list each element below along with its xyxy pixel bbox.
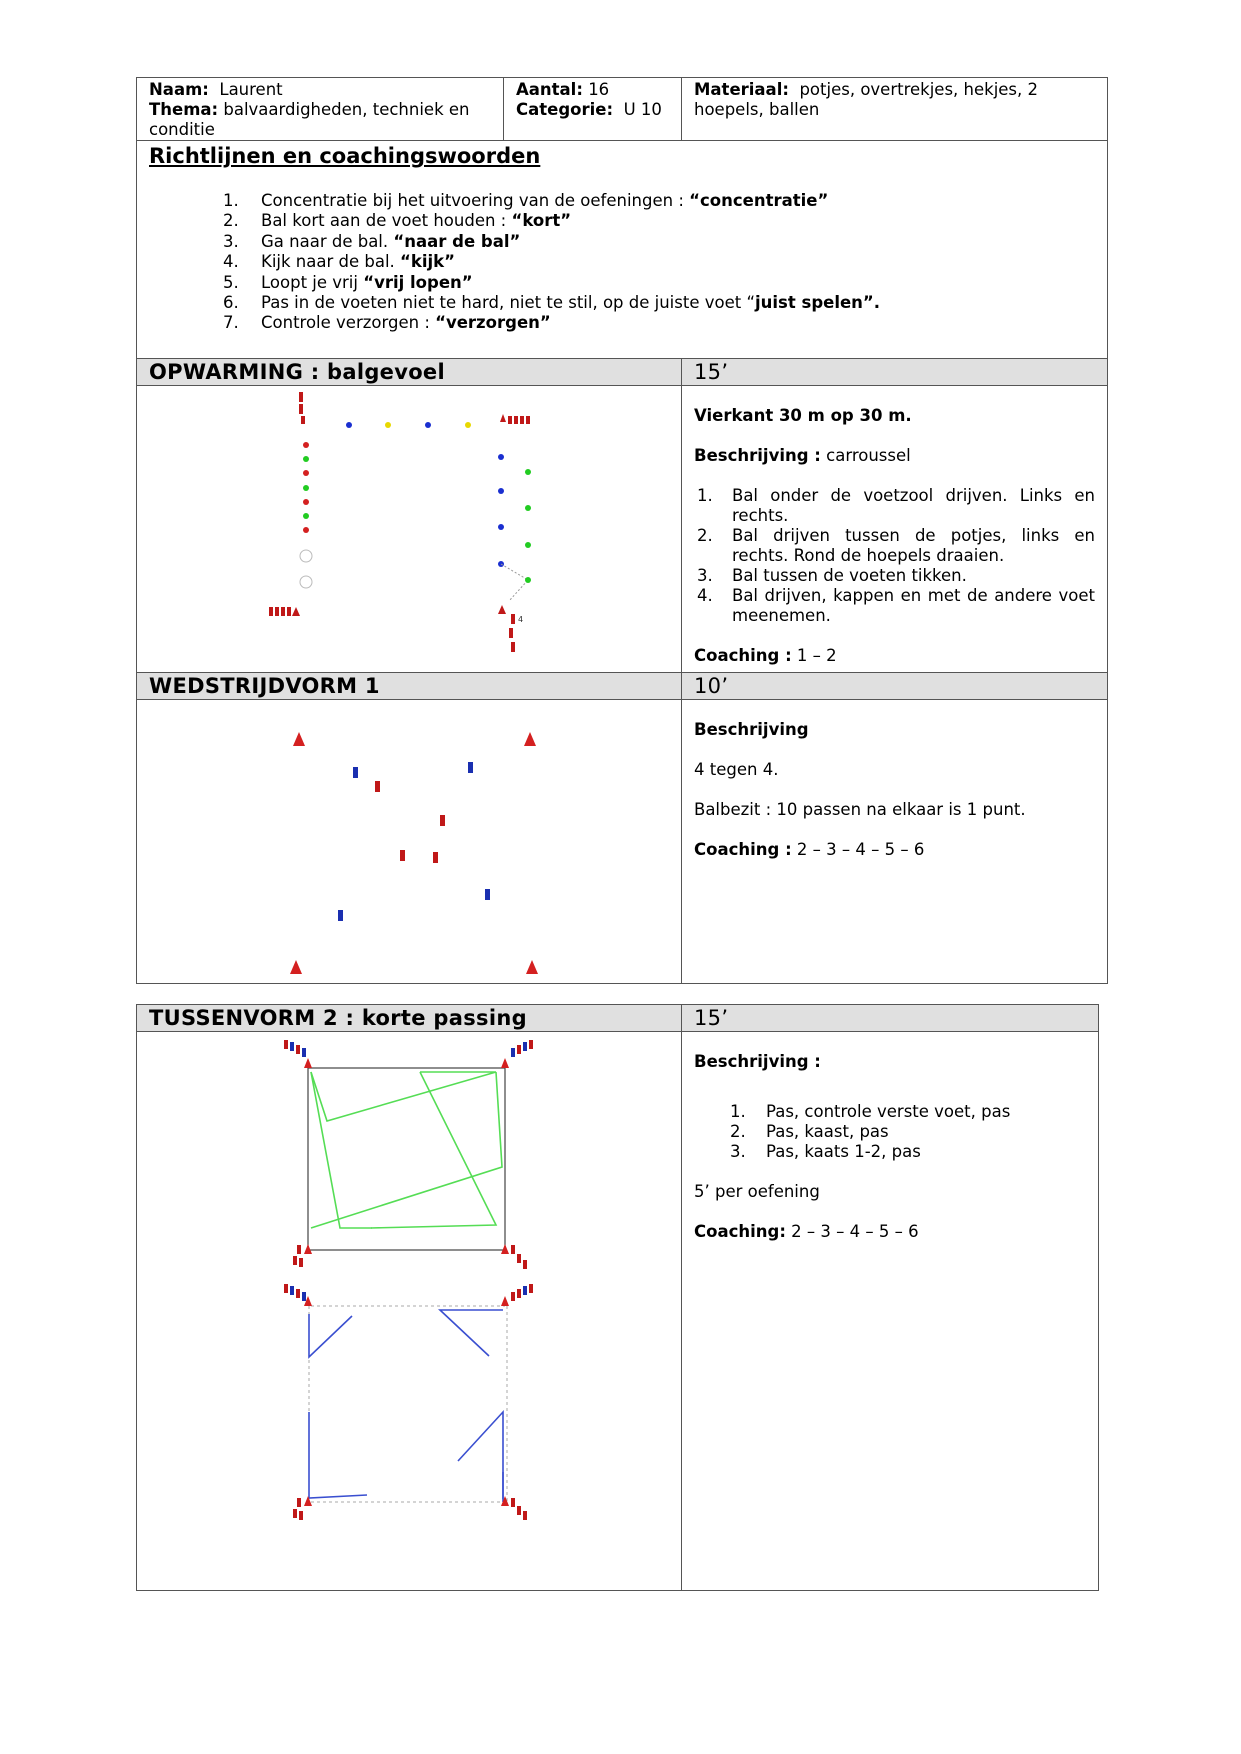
aantal-value: 16 [588,80,610,99]
wedstrijdvorm-diagram [137,700,680,983]
square-bottom [309,1306,507,1502]
naam-label: Naam: [149,80,209,99]
categorie-value: U 10 [623,100,662,119]
opwarming-square: Vierkant 30 m op 30 m. [694,406,912,425]
richtlijnen-list [149,191,1095,334]
tussenvorm-table [136,1004,1099,1591]
tussenvorm-per-oefening: 5’ per oefening [694,1182,820,1201]
player-group-topleft [299,392,305,424]
richtlijn-item: 4. Kijk naar de bal. “kijk” [223,252,455,272]
wedstrijdvorm-coaching: Coaching : 2 – 3 – 4 – 5 – 6 [694,840,925,859]
opwarming-item: 3. Bal tussen de voeten tikken. [697,566,967,585]
tussenvorm-coaching: Coaching: 2 – 3 – 4 – 5 – 6 [694,1222,919,1241]
tussenvorm-item: 1. Pas, controle verste voet, pas [730,1102,1011,1121]
aantal-label: Aantal: [516,80,583,99]
opwarming-item: 4. Bal drijven, kappen en met de andere voet meenemen. [697,586,1095,625]
wedstrijdvorm-line2: Balbezit : 10 passen na elkaar is 1 punt. [694,800,1026,819]
richtlijnen-title: Richtlijnen en coachingswoorden [149,144,541,168]
opwarming-title: OPWARMING : balgevoel [137,359,682,386]
players-red [375,781,445,863]
dot-column-left [300,442,312,588]
opwarming-item: 2. Bal drijven tussen de potjes, links en rechts. Rond de hoepels draaien. [697,526,1095,565]
opwarming-duration: 15’ [682,359,1108,386]
tussenvorm-diagram-cell [137,1032,682,1591]
naam-thema-cell [137,78,504,141]
wedstrijdvorm-beschrijving: Beschrijving [694,720,809,739]
opwarming-desc-cell [682,386,1108,673]
materiaal-value: potjes, overtrekjes, hekjes, 2 hoepels, ballen [694,80,1039,119]
opwarming-coaching: Coaching : 1 – 2 [694,646,837,665]
diagram-number-label: 4 [518,615,524,624]
players-bottom [284,1284,533,1520]
players-blue [338,762,490,921]
aantal-categorie-cell [504,78,682,141]
player-group-bottomright [498,605,515,652]
materiaal-cell [682,78,1108,141]
richtlijnen-cell [137,141,1108,359]
tussenvorm-desc-cell [682,1032,1099,1591]
wedstrijdvorm-desc-cell [682,700,1108,984]
opwarming-diagram [137,386,680,672]
richtlijn-item: 6. Pas in de voeten niet te hard, niet te stil, op de juiste voet “juist spelen”. [223,293,881,313]
opwarming-item: 1. Bal onder de voetzool drijven. Links en rechts. [697,486,1095,525]
dot-column-right [498,454,531,601]
player-group-bottomleft [269,607,300,616]
corner-cones [290,732,538,974]
opwarming-beschrijving: Beschrijving : carroussel [694,446,911,465]
cones-top [304,1058,509,1254]
cones-bottom [304,1296,509,1506]
richtlijn-item: 7. Controle verzorgen : “verzorgen” [223,313,551,333]
dot-row-top [346,422,471,428]
wedstrijdvorm-diagram-cell [137,700,682,984]
richtlijn-item: 2. Bal kort aan de voet houden : “kort” [223,211,572,231]
opwarming-diagram-cell [137,386,682,673]
tussenvorm-list [694,1102,1086,1162]
tussenvorm-duration: 15’ [682,1005,1099,1032]
tussenvorm-diagram [137,1032,682,1590]
thema-value: balvaardigheden, techniek en conditie [149,100,470,139]
wedstrijdvorm-line1: 4 tegen 4. [694,760,779,779]
player-group-topright [500,414,530,424]
categorie-label: Categorie: [516,100,614,119]
header-table [136,77,1108,984]
tussenvorm-item: 3. Pas, kaats 1-2, pas [730,1142,921,1161]
materiaal-label: Materiaal: [694,80,789,99]
tussenvorm-item: 2. Pas, kaast, pas [730,1122,889,1141]
wedstrijdvorm-duration: 10’ [682,673,1108,700]
opwarming-list [694,486,1095,626]
richtlijn-item: 1. Concentratie bij het uitvoering van de oefeningen : “concentratie” [223,191,829,210]
wedstrijdvorm-title: WEDSTRIJDVORM 1 [137,673,682,700]
square-top [308,1068,505,1250]
naam-value: Laurent [219,80,283,99]
tussenvorm-title: TUSSENVORM 2 : korte passing [137,1005,682,1032]
richtlijn-item: 3. Ga naar de bal. “naar de bal” [223,231,521,251]
richtlijn-item: 5. Loopt je vrij “vrij lopen” [223,272,473,292]
thema-label: Thema: [149,100,219,119]
tussenvorm-beschrijving: Beschrijving : [694,1052,821,1071]
